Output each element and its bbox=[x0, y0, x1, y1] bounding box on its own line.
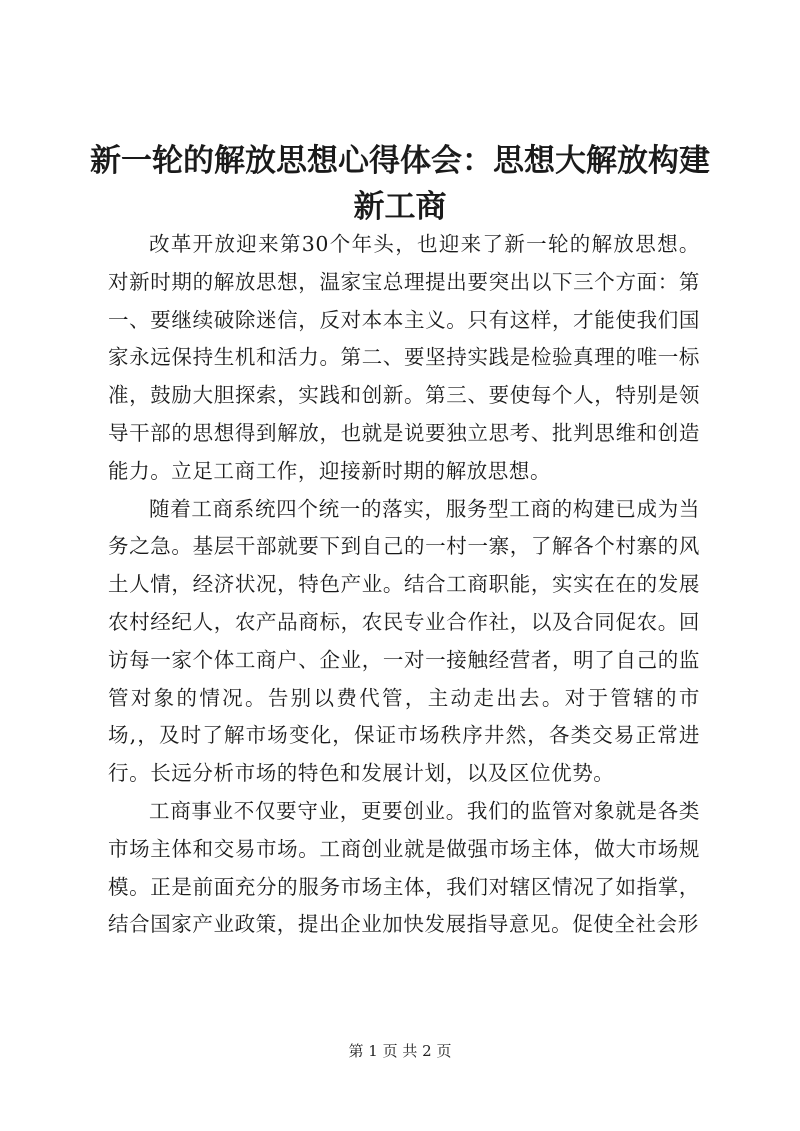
page-number: 第 1 页 共 2 页 bbox=[348, 1042, 452, 1060]
document-body bbox=[108, 226, 700, 944]
paragraph-3: 工商事业不仅要守业，更要创业。我们的监管对象就是各类市场主体和交易市场。工商创业就是做强市场主体，做大市场规模。正是前面充分的服务市场主体，我们对辖区情况了如指掌，结合国家产业政策，提出企业加快发展指导意见。促使全社会形 bbox=[108, 798, 700, 937]
paragraph-2: 随着工商系统四个统一的落实，服务型工商的构建已成为当务之急。基层干部就要下到自己的一村一寨，了解各个村寨的风土人情，经济状况，特色产业。结合工商职能，实实在在的发展农村经纪人，农产品商标，农民专业合作社，以及合同促农。回访每一家个体工商户、企业，一对一接触经营者，明了自己的监管对象的情况。告别以费代管，主动走出去。对于管辖的市场,，及时了解市场变化，保证市场秩序井然，各类交易正常进行。长远分析市场的特色和发展计划，以及区位优势。 bbox=[108, 496, 700, 786]
document-title: 新一轮的解放思想心得体会：思想大解放构建新工商 bbox=[90, 143, 710, 225]
paragraph-1: 改革开放迎来第30个年头，也迎来了新一轮的解放思想。对新时期的解放思想，温家宝总理提出要突出以下三个方面：第一、要继续破除迷信，反对本本主义。只有这样，才能使我们国家永远保持生机和活力。第二、要坚持实践是检验真理的唯一标准，鼓励大胆探索，实践和创新。第三、要使每个人，特别是领导干部的思想得到解放，也就是说要独立思考、批判思维和创造能力。立足工商工作，迎接新时期的解放思想。 bbox=[108, 232, 700, 483]
